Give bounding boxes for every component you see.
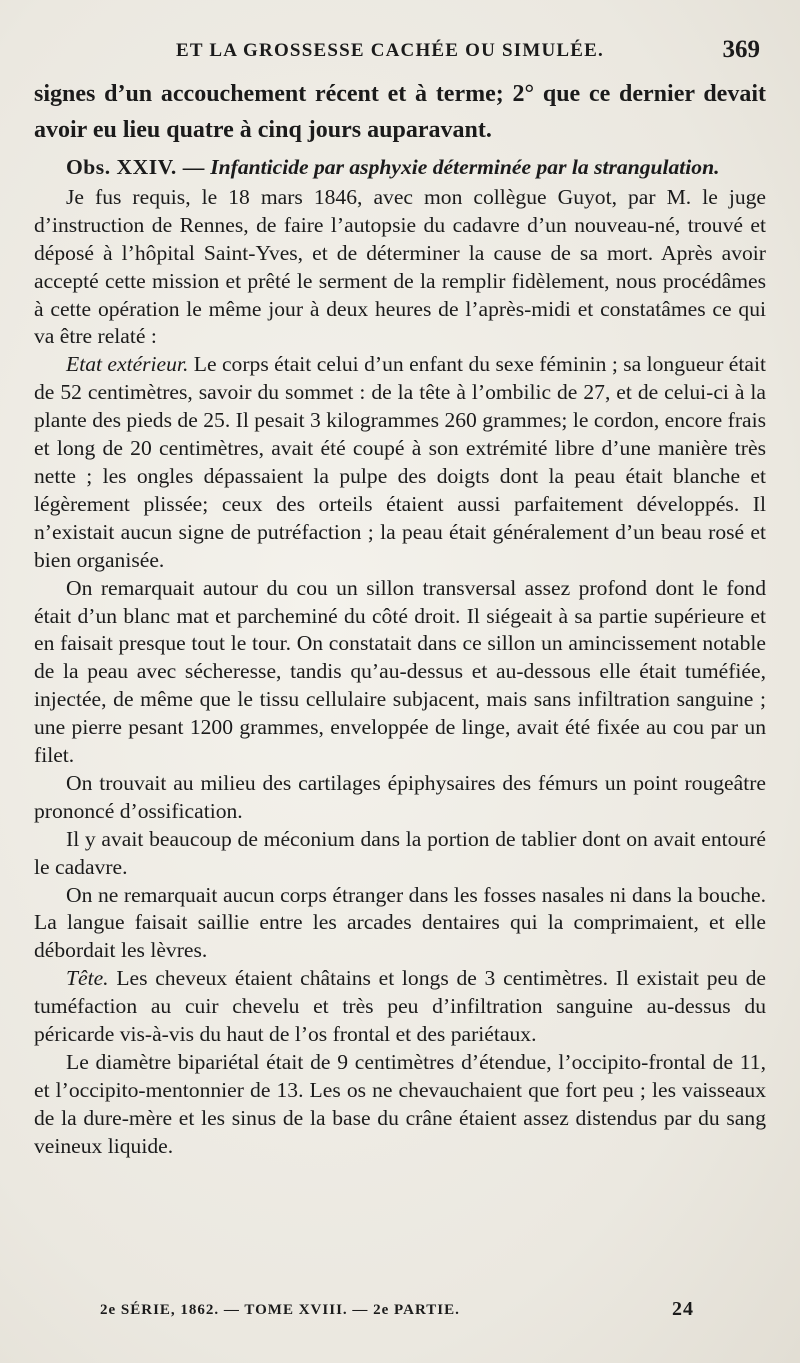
paragraph-continuation: signes d’un accouchement récent et à terme; 2° que ce dernier devait avoir eu lieu quatre à cinq jours auparavant.: [34, 81, 766, 143]
paragraph-nasal: On ne remarquait aucun corps étranger dans les fosses nasales ni dans la bouche. La langue faisait saillie entre les arcades dentaires qui la comprimaient, et elle débordait les lèvres.: [34, 882, 766, 963]
running-header-title: ET LA GROSSESSE CACHÉE OU SIMULÉE.: [176, 40, 604, 61]
footer-series: 2e SÉRIE, 1862. — TOME XVIII. — 2e PARTIE.: [100, 1302, 460, 1318]
observation-title: Infanticide par asphyxie déterminée par la strangulation.: [210, 155, 720, 179]
paragraph-external-text: Le corps était celui d’un enfant du sexe féminin ; sa longueur était de 52 centimètres, savoir du sommet : de la tête à l’ombilic de 27, et de celui-ci à la plante des pieds de 25. Il pesait 3 kilogrammes 260 grammes; le cordon, encore frais et long de 20 centimètres, avait été coupé à son extrémité libre d’une manière très nette ; les ongles dépassaient la pulpe des doigts dont la peau était blanche et légèrement plissée; ceux des orteils étaient aussi parfaitement développés. Il n’existait aucun signe de putréfaction ; la peau était généralement d’un beau rosé et bien organisée.: [34, 352, 766, 572]
section-label-external: Etat extérieur.: [66, 352, 189, 377]
paragraph-requisition: Je fus requis, le 18 mars 1846, avec mon collègue Guyot, par M. le juge d’instruction de Rennes, de faire l’autopsie du cadavre d’un nouveau-né, trouvé et déposé à l’hôpital Saint-Yves, et de déterminer la cause de sa mort. Après avoir accepté cette mission et prêté le serment de la remplir fidèlement, nous procédâmes à cette opération le même jour à deux heures de l’après-midi et constatâmes ce qui va être relaté :: [34, 184, 766, 349]
paragraph-neck-furrow: On remarquait autour du cou un sillon transversal assez profond dont le fond était d’un blanc mat et parcheminé du côté droit. Il siégeait à sa partie supérieure et en faisait presque tout le tour. On constatait dans ce sillon un amincissement notable de la peau avec sécheresse, tandis qu’au-dessus et au-dessous elle était tuméfiée, injectée, de même que le tissu cellulaire subjacent, mais sans infiltration sanguine ; une pierre pesant 1200 grammes, enveloppée de linge, avait été fixée au cou par un filet.: [34, 575, 766, 768]
signature-mark: 24: [672, 1298, 694, 1320]
paragraph-head-text: Les cheveux étaient châtains et longs de 3 centimètres. Il existait peu de tuméfaction au cuir chevelu et très peu d’infiltration sanguine au-dessus du péricarde vis-à-vis du haut de l’os frontal et des pariétaux.: [34, 966, 766, 1047]
section-label-head: Tête.: [66, 966, 109, 991]
page-footer: [100, 1298, 700, 1328]
page-number: 369: [722, 36, 760, 63]
paragraph-diameters: Le diamètre bipariétal était de 9 centimètres d’étendue, l’occipito-frontal de 11, et l’occipito-mentonnier de 13. Les os ne chevauchaient que fort peu ; les vaisseaux de la dure-mère et les sinus de la base du crâne étaient assez distendus par du sang veineux liquide.: [34, 1050, 766, 1158]
running-header: [130, 36, 760, 70]
observation-label: Obs. XXIV. —: [66, 155, 205, 179]
paragraph-cartilage: On trouvait au milieu des cartilages épiphysaires des fémurs un point rougeâtre prononcé d’ossification.: [34, 770, 766, 823]
body-text: [34, 76, 766, 1161]
paragraph-meconium: Il y avait beaucoup de méconium dans la portion de tablier dont on avait entouré le cadavre.: [34, 826, 766, 879]
paragraph-head: [34, 965, 766, 1049]
observation-heading: [34, 154, 766, 182]
paragraph-external-state: [34, 351, 766, 574]
